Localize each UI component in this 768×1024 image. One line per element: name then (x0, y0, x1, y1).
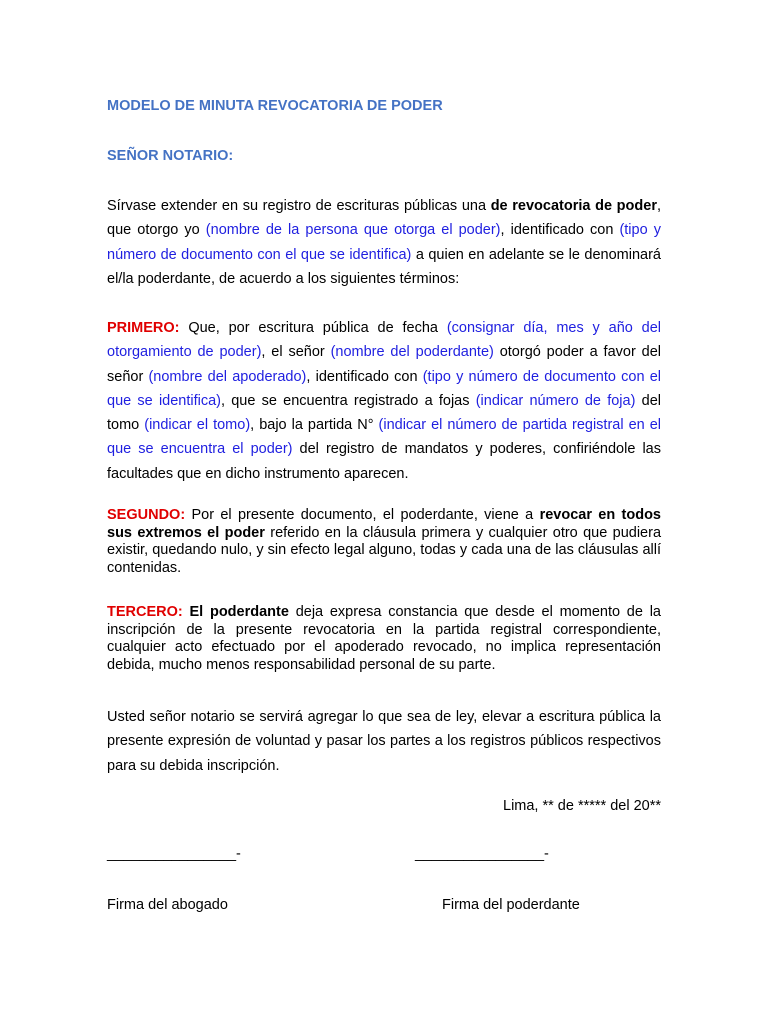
fill-in-placeholder: (nombre de la persona que otorga el poder) (205, 222, 501, 239)
clause-text: deja expresa constancia que desde el momento de la inscripción de la presente revocatoria en la partida registral correspondiente, cualquier acto efectuado por el apoderado revocado, no implica representación debida, mucho menos responsabilidad personal de su parte. (107, 604, 661, 673)
signature-line-lawyer: ________________- (107, 846, 241, 862)
fill-in-placeholder: (nombre del apoderado) (148, 368, 307, 385)
fill-in-placeholder: (indicar número de foja) (475, 392, 636, 409)
place-and-date: Lima, ** de ***** del 20** (503, 798, 661, 814)
clause-text: , bajo la partida N° (250, 417, 379, 434)
fill-in-placeholder: (consignar día, mes y año del otorgamiento de poder) (107, 320, 661, 361)
clause-label: SEGUNDO: (107, 507, 186, 523)
intro-text: , identificado con (500, 222, 620, 239)
document-title: MODELO DE MINUTA REVOCATORIA DE PODER (107, 98, 443, 114)
clause-text: Que, por escritura pública de fecha (179, 320, 447, 336)
intro-text: , que otorgo yo (107, 198, 661, 239)
fill-in-placeholder: (indicar el número de partida registral en el que se encuentra el poder) (107, 417, 661, 458)
intro-bold: de revocatoria de poder (490, 198, 657, 214)
clause-tercero (107, 604, 661, 674)
clause-text: , identificado con (306, 368, 423, 385)
fill-in-placeholder: (nombre del poderdante) (330, 344, 494, 361)
intro-text: a quien en adelante se le denominará el/la poderdante, de acuerdo a los siguientes términos: (107, 246, 661, 287)
clause-bold: El poderdante (182, 604, 289, 620)
clause-text: Por el presente documento, el poderdante, viene a (185, 507, 540, 523)
intro-text: Sírvase extender en su registro de escrituras públicas una (107, 198, 491, 214)
clause-text: referido en la cláusula primera y cualquier otro que pudiera existir, quedando nulo, y sin efecto legal alguno, todas y cada una de las cláusulas allí contenidas. (107, 524, 662, 576)
signature-label-lawyer: Firma del abogado (107, 897, 228, 913)
clause-text: , que se encuentra registrado a fojas (221, 392, 476, 409)
clause-text: otorgó poder a favor del señor (107, 344, 661, 385)
intro-paragraph (107, 194, 661, 291)
fill-in-placeholder: (indicar el tomo) (144, 417, 251, 434)
clause-text: del tomo (107, 392, 661, 434)
clause-primero (107, 316, 661, 486)
clause-label: PRIMERO: (107, 320, 180, 336)
signature-label-grantor: Firma del poderdante (442, 897, 580, 913)
clause-bold: revocar en todos sus extremos el poder (107, 507, 661, 541)
fill-in-placeholder: (tipo y número de documento con el que se identifica) (107, 368, 662, 409)
clause-text: del registro de mandatos y poderes, confiriéndole las facultades que en dicho instrumento aparecen. (107, 441, 661, 482)
signature-line-grantor: ________________- (415, 846, 549, 862)
clause-text: , el señor (261, 344, 331, 361)
salutation: SEÑOR NOTARIO: (107, 148, 234, 164)
clause-label: TERCERO: (107, 604, 183, 620)
fill-in-placeholder: (tipo y número de documento con el que se identifica) (107, 222, 661, 263)
closing-paragraph: Usted señor notario se servirá agregar lo que sea de ley, elevar a escritura pública la presente expresión de voluntad y pasar los partes a los registros públicos respectivos para su debida inscripción. (107, 709, 661, 774)
clause-segundo (107, 507, 661, 577)
